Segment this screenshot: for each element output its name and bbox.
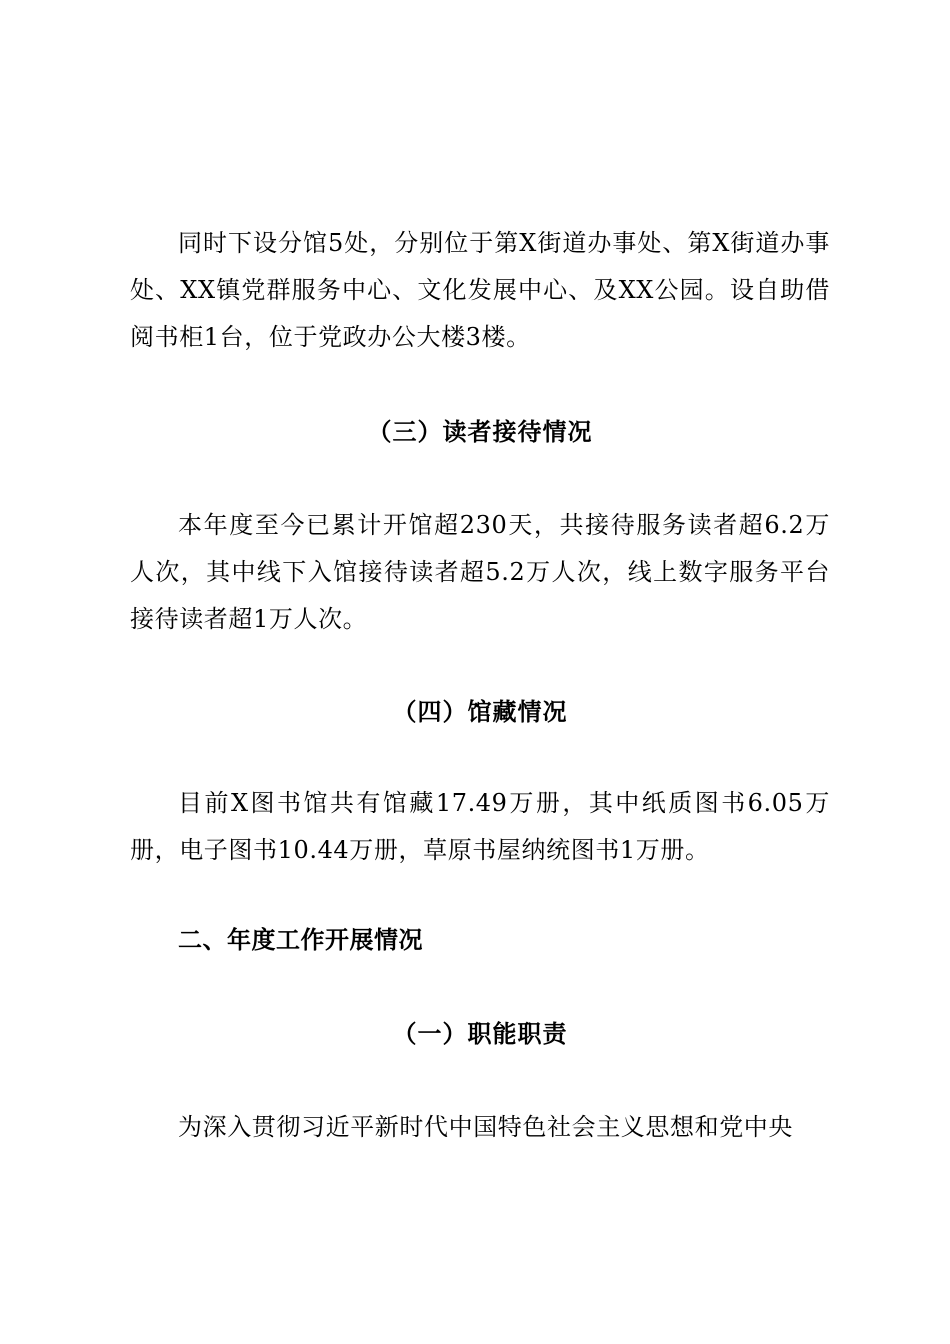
- paragraph-collection: 目前X图书馆共有馆藏17.49万册，其中纸质图书6.05万册，电子图书10.44万册，草原书屋纳统图书1万册。: [130, 789, 830, 864]
- paragraph-functions: 为深入贯彻习近平新时代中国特色社会主义思想和党中央: [178, 1113, 793, 1141]
- heading-functions: （一）职能职责: [392, 1019, 568, 1048]
- heading-reader-reception: （三）读者接待情况: [367, 417, 593, 446]
- heading-collection: （四）馆藏情况: [392, 697, 568, 726]
- heading-annual-work: 二、年度工作开展情况: [178, 926, 423, 954]
- paragraph-reader-reception: 本年度至今已累计开馆超230天，共接待服务读者超6.2万人次，其中线下入馆接待读者超5.2万人次，线上数字服务平台接待读者超1万人次。: [130, 511, 830, 633]
- paragraph-branches: 同时下设分馆5处，分别位于第X街道办事处、第X街道办事处、XX镇党群服务中心、文化发展中心、及XX公园。设自助借阅书柜1台，位于党政办公大楼3楼。: [130, 229, 830, 351]
